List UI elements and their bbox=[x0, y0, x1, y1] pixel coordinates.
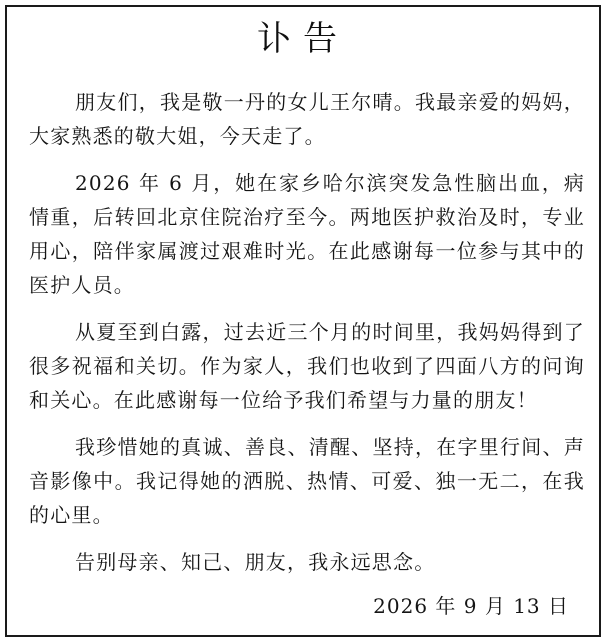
notice-body bbox=[29, 85, 585, 592]
paragraph-illness: 2026 年 6 月，她在家乡哈尔滨突发急性脑出血，病情重，后转回北京住院治疗至今。两地医护救治及时，专业用心，陪伴家属渡过艰难时光。在此感谢每一位参与其中的医护人员。 bbox=[29, 171, 585, 297]
paragraph-farewell: 告别母亲、知己、朋友，我永远思念。 bbox=[75, 550, 436, 574]
notice-date: 2026 年 9 月 13 日 bbox=[373, 594, 569, 618]
paragraph-memory: 我珍惜她的真诚、善良、清醒、坚持，在字里行间、声音影像中。我记得她的洒脱、热情、可爱、独一无二，在我的心里。 bbox=[29, 435, 585, 527]
paragraph-thanks: 从夏至到白露，过去近三个月的时间里，我妈妈得到了很多祝福和关切。作为家人，我们也收到了四面八方的问询和关心。在此感谢每一位给予我们希望与力量的朋友！ bbox=[29, 320, 585, 412]
notice-title: 讣告 bbox=[257, 19, 349, 59]
notice-frame bbox=[5, 5, 601, 637]
paragraph-opening: 朋友们，我是敬一丹的女儿王尔晴。我最亲爱的妈妈，大家熟悉的敬大姐，今天走了。 bbox=[29, 90, 585, 148]
